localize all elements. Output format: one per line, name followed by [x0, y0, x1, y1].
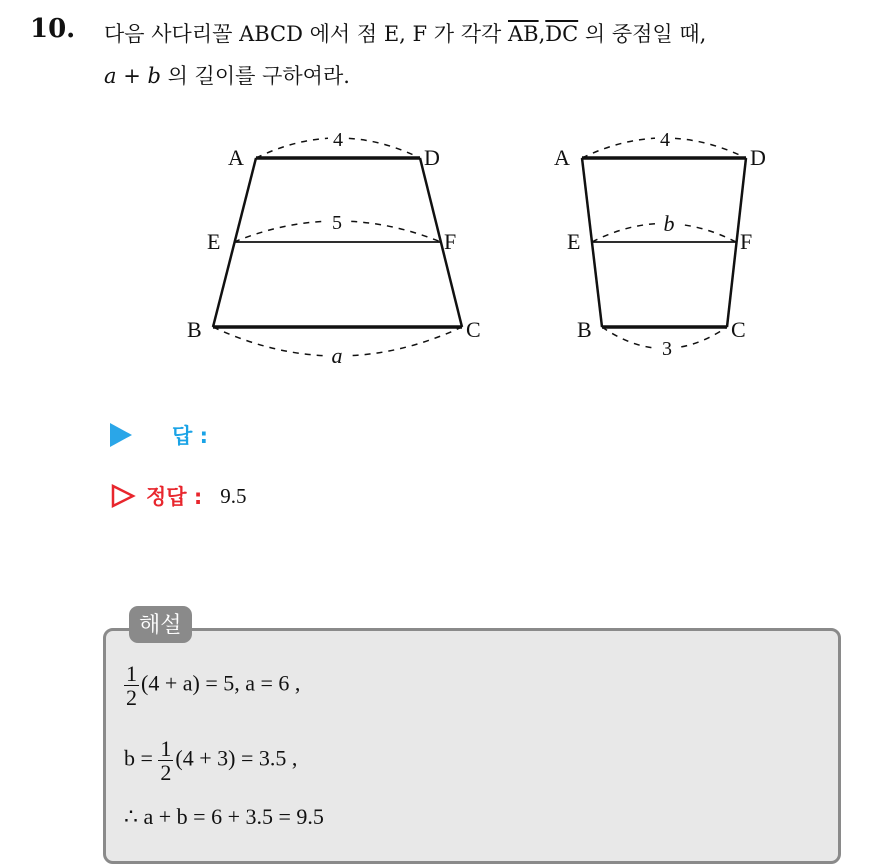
right-point-d: D: [750, 145, 766, 170]
answer-row: [110, 420, 208, 450]
segment-ab: $\overline{AB}$: [507, 22, 539, 46]
right-mid-length: b: [663, 211, 675, 236]
trapezoid-figures: [0, 0, 884, 400]
question-number: 10.: [30, 14, 76, 44]
left-bottom-length: a: [331, 343, 343, 368]
solution-tag: 해설: [129, 606, 192, 643]
left-point-a: A: [228, 145, 244, 170]
right-point-e: E: [567, 229, 581, 254]
solution-line2-text: (4 + 3) = 3.5 ,: [175, 745, 298, 771]
play-triangle-icon: [110, 423, 132, 447]
left-point-c: C: [466, 317, 481, 342]
answer-label: 답 :: [172, 424, 208, 448]
outline-triangle-icon: [110, 483, 136, 509]
question-text-post: 의 중점일 때,: [578, 22, 707, 46]
question-text-end: 의 길이를 구하여라.: [160, 64, 350, 88]
correct-answer-row: [110, 481, 247, 511]
right-point-a: A: [554, 145, 570, 170]
correct-answer-label: 정답 :: [146, 485, 203, 509]
fraction-half-2: $\frac{1}{2}$: [160, 736, 172, 786]
segment-comma: ,: [538, 22, 546, 46]
left-trapezoid: [213, 138, 462, 356]
left-point-d: D: [424, 145, 440, 170]
solution-line1: [124, 662, 300, 709]
right-point-f: F: [740, 229, 753, 254]
left-point-b: B: [187, 317, 202, 342]
right-trapezoid: [582, 138, 746, 349]
solution-line2-pre: b =: [124, 745, 159, 771]
correct-answer-value: 9.5: [220, 483, 247, 508]
right-point-b: B: [577, 317, 592, 342]
solution-line3: ∴ a + b = 6 + 3.5 = 9.5: [124, 804, 324, 829]
left-point-f: F: [444, 229, 457, 254]
right-top-length: 4: [660, 129, 670, 151]
segment-dc: $\overline{DC}$: [545, 22, 579, 46]
solution-line1-text: (4 + a) = 5, a = 6 ,: [141, 670, 301, 696]
question-text-pre: 다음 사다리꼴 ABCD 에서 점 E, F 가 각각: [104, 22, 508, 46]
right-point-c: C: [731, 317, 746, 342]
question-variable: a + b: [104, 64, 161, 88]
left-mid-length: 5: [332, 212, 342, 234]
left-top-length: 4: [333, 129, 343, 151]
right-bottom-length: 3: [662, 338, 672, 360]
solution-line2: [124, 737, 297, 784]
left-point-e: E: [207, 229, 221, 254]
fraction-half-1: $\frac{1}{2}$: [126, 661, 137, 711]
